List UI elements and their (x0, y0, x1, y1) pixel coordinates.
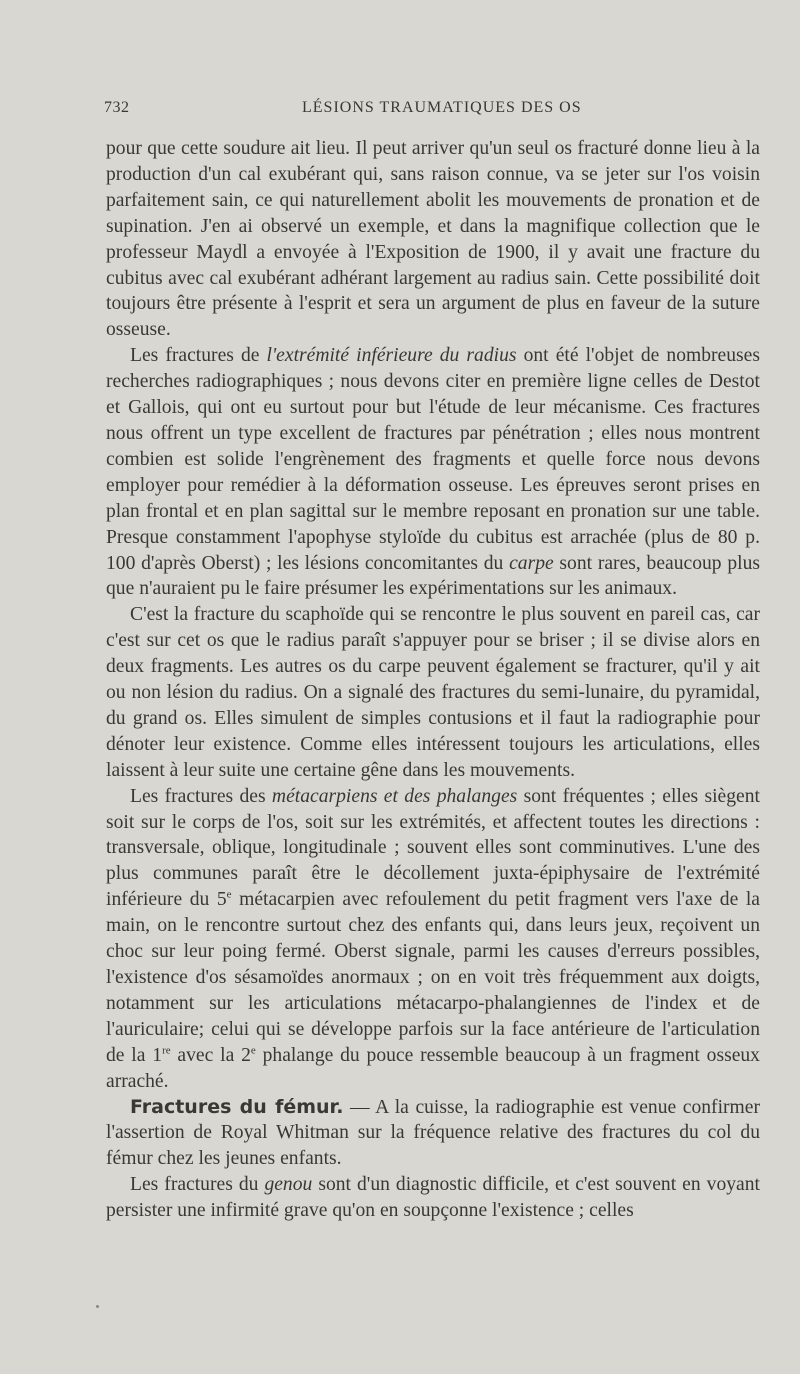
running-title: LÉSIONS TRAUMATIQUES DES OS (302, 99, 582, 116)
paragraph (106, 136, 760, 343)
paragraph (106, 1095, 760, 1173)
superscript: e (250, 1044, 256, 1057)
superscript: re (162, 1044, 171, 1057)
italic-term: métacarpiens et des phalanges (271, 785, 518, 807)
superscript: e (226, 888, 232, 901)
paragraph (106, 784, 760, 1095)
running-header (104, 99, 758, 123)
italic-term: carpe (509, 552, 554, 574)
italic-term: l'extrémité inférieure du radius (266, 345, 517, 367)
text-run: Les fractures du (130, 1174, 265, 1196)
text-run: sont d'un diagnostic difficile, et c'est souvent en voyant persister une infirmité grave qu'on en soupçonne l'existence ; celles (106, 1174, 760, 1222)
text-run: avec la 2 (170, 1044, 251, 1066)
text-run: — A la cuisse, la radiographie est venue confirmer l'assertion de Royal Whitman sur la fréquence relative des fractures du col du fémur chez les jeunes enfants. (106, 1096, 760, 1170)
section-heading: Fractures du fémur. (130, 1095, 344, 1118)
page-speck (96, 1305, 99, 1308)
text-run: ont été l'objet de nombreuses recherches radiographiques ; nous devons citer en première ligne celles de Destot et Gallois, qui ont eu surtout pour but l'étude de leur mécanisme. Ces fractures nous offrent un type excellent de fractures par pénétration ; elles nous montrent combien est solide l'engrènement des fragments et quelle force nous devons employer pour remédier à la déformation osseuse. Les épreuves seront prises en plan frontal et en plan sagittal sur le membre reposant en pronation sur une table. Presque constamment l'apophyse styloïde du cubitus est arrachée (plus de 80 p. 100 d'après Oberst) ; les lésions concomitantes du (106, 345, 760, 574)
text-run: C'est la fracture du scaphoïde qui se rencontre le plus souvent en pareil cas, car c'est sur cet os que le radius paraît s'appuyer pour se briser ; il se divise alors en deux fragments. Les autres os du carpe peuvent également se fracturer, qu'il y ait ou non lésion du radius. On a signalé des fractures du semi-lunaire, du pyramidal, du grand os. Elles simulent de simples contusions et il faut la radiographie pour dénoter leur existence. Comme elles intéressent toujours les articulations, elles laissent à leur suite une certaine gêne dans les mouvements. (106, 604, 760, 781)
body-text (106, 136, 760, 1224)
italic-term: genou (264, 1174, 313, 1196)
text-run: phalange du pouce ressemble beaucoup à un fragment osseux arraché. (106, 1044, 760, 1092)
text-run: Les fractures des (130, 785, 272, 807)
text-run: métacarpien avec refoulement du petit fragment vers l'axe de la main, on le rencontre surtout chez des enfants qui, dans leurs jeux, reçoivent un choc sur leur poing fermé. Oberst signale, parmi les causes d'erreurs possibles, l'existence d'os sésamoïdes anormaux ; on en voit très fréquemment aux doigts, notamment sur les articulations métacarpo-phalangiennes de l'index et de l'auriculaire; celui qui se développe parfois sur la face antérieure de l'articulation de la 1 (106, 889, 760, 1066)
text-run: sont fréquentes ; elles siègent soit sur le corps de l'os, soit sur les extrémités, et affectent toutes les directions : transversale, oblique, longitudinale ; souvent elles sont comminutives. L'une des plus communes paraît être le décollement juxta-épiphysaire de l'extrémité inférieure du 5 (106, 785, 760, 911)
paragraph (106, 1172, 760, 1224)
text-run: pour que cette soudure ait lieu. Il peut arriver qu'un seul os fracturé donne lieu à la production d'un cal exubérant qui, sans raison connue, va se jeter sur l'os voisin parfaitement sain, ce qui naturellement abolit les mouvements de pronation et de supination. J'en ai observé un exemple, et dans la magnifique collection que le professeur Maydl a envoyée à l'Exposition de 1900, il y avait une fracture du cubitus avec cal exubérant adhérant largement au radius sain. Cette possibilité doit toujours être présente à l'esprit et sera un argument de plus en faveur de la suture osseuse. (106, 138, 760, 341)
paragraph (106, 343, 760, 602)
paragraph (106, 602, 760, 783)
text-run: Les fractures de (130, 345, 267, 367)
page-number: 732 (104, 99, 130, 116)
text-run: sont rares, beaucoup plus que n'auraient pu le faire présumer les expérimentations sur les animaux. (106, 552, 760, 600)
